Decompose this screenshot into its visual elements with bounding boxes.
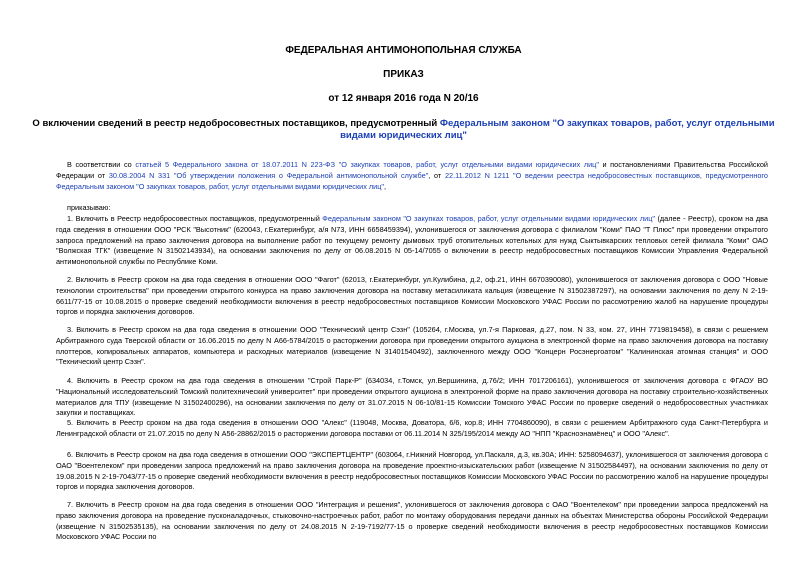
resolution-331-link[interactable]: 30.08.2004 N 331 "Об утверждении положения о Федеральной антимонопольной службе" [108, 170, 429, 180]
preamble-paragraph [56, 160, 768, 192]
order-word: приказываю: [67, 203, 111, 212]
preamble-text-3: , от [428, 170, 445, 180]
document-date-number: от 12 января 2016 года N 20/16 [328, 93, 479, 104]
order-item-3: 3. Включить в Реестр сроком на два года сведения в отношении ООО "Технический центр Сэзн" (105264, г.Москва, ул.7-я Парковая, д.27, пом. N 33, ком. 27, ИНН 7719819458), в связи с решением Арбитражного суда Тверской области от 16.06.2015 по делу N А66-5784/2015 о расторжении договора при проведении открытого аукциона в электронной форме на право заключения договора на поставку плоттеров, копировальных аппаратов, компьютера и расходных материалов (извещение N 31401540492), заключенного между ООО "Концерн Росэнергоатом" "Калининская атомная станция" и ООО "Технический центр Сэзн". [56, 325, 768, 367]
law-223fz-link[interactable]: статьей 5 Федерального закона от 18.07.2011 N 223-ФЗ "О закупках товаров, работ, услуг отдельными видами юридических лиц" [135, 160, 599, 169]
subject-law-link[interactable]: Федеральным законом "О закупках товаров, работ, услуг отдельными видами юридических лиц" [340, 118, 775, 141]
item-1-text-end: (далее - Реестр), сроком на два года сведения в отношении ООО "РСК "Высотник" (620043, г.Екатеринбург, а/я N73, ИНН 6658459394), уклонившегося от заключения договора с филиалом "Коми" ПАО "Т Плюс" при проведении открытого запроса предложений на право заключения договора на выполнение работ по текущему ремонту дымовых труб отопительных котельных для нужд Сыктывкарских тепловых сетей филиала "Коми" ОАО "Волжская ТГК" (извещение N 31502143934), на основании заключения по делу от 06.08.2015 N 05-14/7055 о включении в реестр недобросовестных поставщиков Комиссии Управления Федеральной антимонопольной службы по Республике Коми. [56, 214, 768, 267]
preamble-text-4: , [384, 181, 387, 191]
order-item-4: 4. Включить в Реестр сроком на два года сведения в отношении "Строй Парк-Р" (634034, г.Томск, ул.Вершинина, д.76/2; ИНН 7017206161), уклонившегося от заключения договора с ФГАОУ ВО "Национальный исследовательский Томский политехнический университет" при проведении открытого аукциона в электронной форме на право заключения договора на поставку строительно-хозяйственных материалов для ТПУ (извещение N 31502400296), на основании заключения по делу от 31.07.2015 N 06-10/81-15 Комиссии Томского УФАС России по проверке сведений о недобросовестных участниках закупки и поставщиках. [56, 376, 768, 418]
order-item-6: 6. Включить в Реестр сроком на два года сведения в отношении ООО "ЭКСПЕРТЦЕНТР" (603064, г.Нижний Новгород, ул.Паскаля, д.3, кв.30А; ИНН: 5258094637), уклонившегося от заключения договора с ОАО "Воентелеком" при проведении запроса предложений на право заключения договора на проведение проектно-изыскательских работ (извещение N 31502584497), на основании заключения по делу от 19.08.2015 N 2-19-7043/77-15 о проверке сведений необходимости включения в реестр недобросовестных поставщиков Комиссии Московского УФАС России по рассмотрению жалоб на нарушение процедуры торгов и порядка заключения договоров. [56, 450, 768, 492]
agency-name: ФЕДЕРАЛЬНАЯ АНТИМОНОПОЛЬНАЯ СЛУЖБА [285, 45, 522, 56]
order-item-2: 2. Включить в Реестр сроком на два года сведения в отношении ООО "Фагот" (62013, г.Екатеринбург, ул.Кулибина, д.2, оф.21, ИНН 6670390080), уклонившегося от заключения договора с ООО "Новые технологии строительства" при проведении открытого конкурса на право заключения договора на поставку метасиликата кальция (извещение N 31502387297), на основании заключения по делу N 2-19-6611/77-15 от 10.08.2015 о проверке сведений необходимости включения в реестр недобросовестных поставщиков Комиссии Московского УФАС России по рассмотрению жалоб на нарушение процедуры торгов и порядка заключения договоров. [56, 275, 768, 317]
item-1-text-start: 1. Включить в Реестр недобросовестных поставщиков, предусмотренный [67, 214, 323, 223]
order-item-5: 5. Включить в Реестр сроком на два года сведения в отношении ООО "Алекс" (119048, Москва, Доватора, 6/6, кор.8; ИНН 7704860090), в связи с решением Арбитражного суда Санкт-Петербурга и Ленинградской области от 21.07.2015 по делу N А56-28862/2015 о расторжении договора поставки от 06.11.2014 N 325/195/2014 между АО "НПП "Красноэнамёнец" и ООО "Алекс". [56, 418, 768, 438]
order-item-1 [56, 214, 768, 268]
resolution-1211-link[interactable]: 22.11.2012 N 1211 "О ведении реестра недобросовестных поставщиков, предусмотренного Федеральным законом "О закупках товаров, работ, услуг отдельными видами юридических лиц" [56, 170, 768, 191]
preamble-text-2: и постановлениями Правительства Российской Федерации от [56, 160, 768, 180]
order-item-7: 7. Включить в Реестр сроком на два года сведения в отношении ООО "Интеграция и решения", уклонившегося от заключения договора с ОАО "Воентелеком" при проведении запроса предложений на право заключения договора на проведение пусконаладочных, стыковочно-настроечных работ, работ по монтажу оборудования передачи данных на объектах Министерства обороны Российской Федерации (извещение N 31502535135), на основании заключения по делу от 24.08.2015 N 2-19-7192/77-15 о проверке сведений необходимости включения в реестр недобросовестных поставщиков Комиссии Московского УФАС России по [56, 500, 768, 542]
document-type: ПРИКАЗ [383, 69, 424, 80]
item-1-law-link[interactable]: Федеральным законом "О закупках товаров, работ, услуг отдельными видами юридических лиц" [322, 214, 655, 223]
document-subject [30, 118, 777, 142]
subject-text: О включении сведений в реестр недобросовестных поставщиков, предусмотренный [32, 118, 440, 129]
preamble-text-1: В соответствии со [67, 160, 136, 169]
